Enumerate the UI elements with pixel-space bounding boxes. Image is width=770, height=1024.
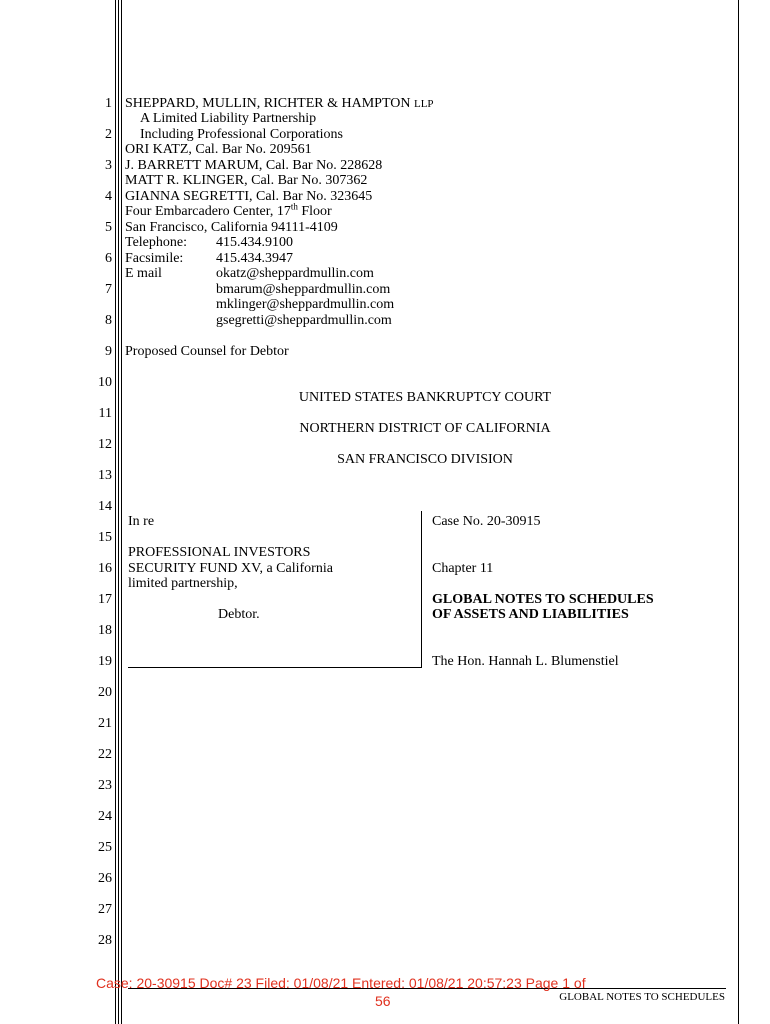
firm-line-3: Including Professional Corporations [140,127,343,142]
caption-bottom-rule [128,667,422,668]
email-address: okatz@sheppardmullin.com [216,266,374,281]
email-label: E mail [125,266,162,281]
left-margin-line-1 [115,0,116,1024]
filing-stamp-line-1: Case: 20-30915 Doc# 23 Filed: 01/08/21 Entered: 01/08/21 20:57:23 Page 1 of [96,975,586,991]
attorney: ORI KATZ, Cal. Bar No. 209561 [125,142,312,157]
email-address: mklinger@sheppardmullin.com [216,297,395,312]
line-number: 7 [105,282,112,297]
debtor-name-line: PROFESSIONAL INVESTORS [128,545,311,560]
line-number: 9 [105,344,112,359]
telephone-value: 415.434.9100 [216,235,293,250]
line-number: 19 [98,654,112,669]
line-number: 5 [105,220,112,235]
line-number: 15 [98,530,112,545]
line-number: 2 [105,127,112,142]
judge: The Hon. Hannah L. Blumenstiel [432,654,619,669]
line-number: 14 [98,499,112,514]
line-number: 17 [98,592,112,607]
line-number: 1 [105,96,112,111]
court-name: UNITED STATES BANKRUPTCY COURT [298,390,552,405]
firm-suffix: LLP [413,98,434,110]
attorney: MATT R. KLINGER, Cal. Bar No. 307362 [125,173,368,188]
document-title-line: GLOBAL NOTES TO SCHEDULES [432,592,654,607]
firm-name: SHEPPARD, MULLIN, RICHTER & HAMPTON LLP [125,96,434,111]
debtor-label: Debtor. [218,607,260,622]
case-number: Case No. 20-30915 [432,514,541,529]
line-number: 26 [98,871,112,886]
debtor-name-line: limited partnership, [128,576,238,591]
line-number: 10 [98,375,112,390]
filing-stamp-line-2: 56 [375,993,391,1009]
facsimile-value: 415.434.3947 [216,251,293,266]
line-number: 20 [98,685,112,700]
debtor-name-line: SECURITY FUND XV, a California [128,561,333,576]
line-number: 12 [98,437,112,452]
court-district: NORTHERN DISTRICT OF CALIFORNIA [299,421,551,436]
left-margin-line-3 [121,0,122,1024]
attorney: GIANNA SEGRETTI, Cal. Bar No. 323645 [125,189,373,204]
address-line-1: Four Embarcadero Center, 17th Floor [125,201,332,219]
email-address: gsegretti@sheppardmullin.com [216,313,392,328]
line-number: 11 [98,406,112,421]
line-number: 23 [98,778,112,793]
footer-title: GLOBAL NOTES TO SCHEDULES [559,991,725,1003]
line-number: 21 [98,716,112,731]
firm-line-2: A Limited Liability Partnership [140,111,317,126]
line-number: 6 [105,251,112,266]
line-number: 27 [98,902,112,917]
line-number: 16 [98,561,112,576]
attorney: J. BARRETT MARUM, Cal. Bar No. 228628 [125,158,383,173]
email-address: bmarum@sheppardmullin.com [216,282,391,297]
line-number: 24 [98,809,112,824]
line-number: 18 [98,623,112,638]
facsimile-label: Facsimile: [125,251,184,266]
telephone-label: Telephone: [125,235,187,250]
address-line-2: San Francisco, California 94111-4109 [125,220,338,235]
line-number: 25 [98,840,112,855]
counsel-role: Proposed Counsel for Debtor [125,344,289,359]
left-margin-line-2 [118,0,119,1024]
in-re: In re [128,514,155,529]
document-title-line: OF ASSETS AND LIABILITIES [432,607,629,622]
court-division: SAN FRANCISCO DIVISION [337,452,513,467]
line-number: 22 [98,747,112,762]
right-margin-line [738,0,739,1024]
line-number: 3 [105,158,112,173]
caption-divider [421,511,422,667]
line-number: 8 [105,313,112,328]
line-number: 4 [105,189,112,204]
line-number: 13 [98,468,112,483]
chapter: Chapter 11 [432,561,494,576]
line-number: 28 [98,933,112,948]
